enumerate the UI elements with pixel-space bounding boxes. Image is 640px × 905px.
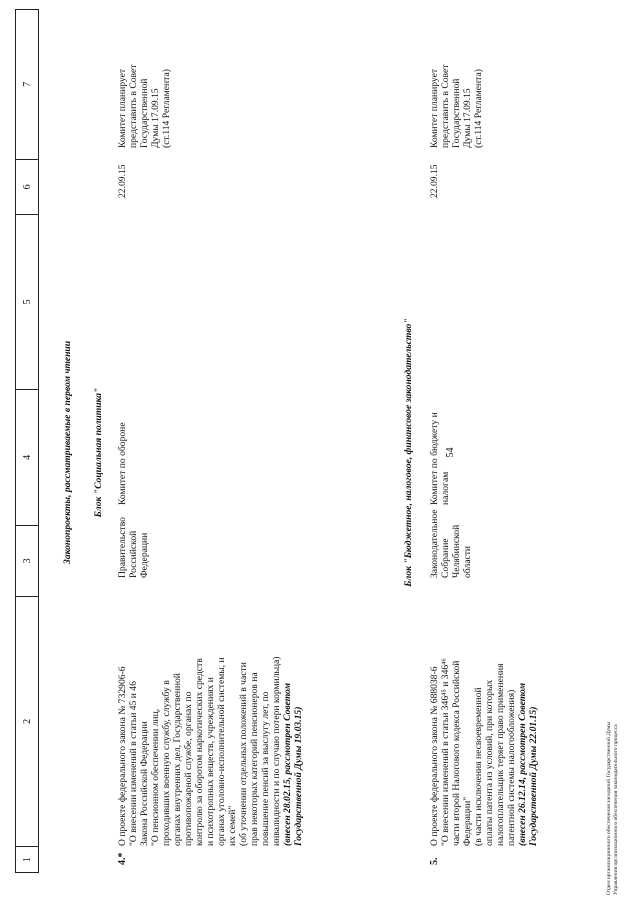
text-line: части второй Налогового кодекса Российской: [451, 660, 462, 846]
text-line: Челябинской области: [451, 524, 473, 578]
text-line: Думы 17.09.15: [150, 88, 161, 148]
column-header-row: [15, 9, 39, 873]
section-title: Законопроекты, рассматриваемые в первом чтении: [62, 340, 73, 565]
text-line: Правительство: [117, 517, 128, 578]
text-line: "О внесении изменений в статьи 45 и 46: [128, 681, 139, 846]
footer-line: Управления организационного обеспечения законодательного процесса: [612, 724, 619, 895]
responsible-committee: Комитет по обороне: [117, 422, 128, 505]
text-line: Государственной: [139, 78, 150, 148]
item-number: 4.*: [117, 852, 128, 865]
consideration-date: 22.09.15: [117, 164, 128, 198]
text-line: органах внутренних дел, Государственной: [172, 673, 183, 846]
text-line: инвалидности и по случаю потери кормильца): [271, 656, 282, 846]
col-header-3: 3: [16, 526, 39, 596]
col-header-4: 4: [16, 389, 39, 526]
text-line: проходивших военную службу, службу в: [161, 680, 172, 846]
text-line: их семей": [227, 805, 238, 846]
text-line: представить в Совет: [128, 64, 139, 148]
text-line: Собрание: [440, 538, 451, 578]
bill-description: [429, 584, 539, 846]
submission-note: Государственной Думы 22.01.15): [528, 706, 539, 846]
text-line: Федерации": [462, 796, 473, 846]
col-header-7: 7: [16, 10, 39, 160]
text-line: прав некоторых категорий пенсионеров на: [249, 672, 260, 846]
bill-author: [429, 498, 473, 578]
item-number: 5.: [429, 857, 440, 865]
submission-note: Государственной Думы 19.03.15): [293, 706, 304, 846]
col-header-1: 1: [16, 847, 39, 873]
col-header-6: 6: [16, 159, 39, 215]
text-line: О проекте федерального закона № 732906-6: [117, 666, 128, 846]
text-line: Федерации: [139, 532, 150, 578]
col-header-2: 2: [16, 596, 39, 847]
block-title-social: Блок "Социальная политика": [93, 387, 104, 518]
committee-note: [429, 8, 484, 148]
text-line: органах уголовно-исполнительной системы, и: [216, 657, 227, 846]
footer-department: [606, 722, 619, 895]
text-line: оплаты патента из условий, при которых: [484, 679, 495, 846]
text-line: налогоплательщик теряет право применения: [495, 663, 506, 846]
text-line: О проекте федерального закона № 688038-6: [429, 666, 440, 846]
responsible-committee: Комитет по бюджету и налогам: [429, 412, 451, 505]
consideration-date: 22.09.15: [429, 164, 440, 198]
footer-line: Отдел организационного обеспечения заседаний Государственной Думы: [606, 721, 612, 895]
text-line: (об уточнении отдельных положений в части: [238, 662, 249, 846]
text-line: (в части исключения несвоевременной: [473, 687, 484, 846]
text-line: контролю за оборотом наркотических средств: [194, 658, 205, 846]
col-header-5: 5: [16, 215, 39, 389]
text-line: Российской: [128, 530, 139, 578]
text-line: противопожарной службе, органах по: [183, 691, 194, 846]
text-line: "О внесении изменений в статьи 346⁴⁵ и 346⁴⁶: [440, 658, 451, 846]
text-line: Закона Российской Федерации: [139, 721, 150, 846]
text-line: патентной системы налогообложения): [506, 689, 517, 846]
bill-author: [117, 498, 150, 578]
text-line: "О пенсионном обеспечении лиц,: [150, 708, 161, 846]
text-line: Комитет планирует: [429, 68, 440, 148]
text-line: Законодательное: [429, 509, 440, 578]
page-number: 54: [445, 447, 456, 458]
text-line: (ст.114 Регламента): [473, 69, 484, 148]
committee-note: [117, 8, 172, 148]
text-line: представить в Совет: [440, 64, 451, 148]
text-line: (ст.114 Регламента): [161, 69, 172, 148]
bill-description: [117, 584, 304, 846]
submission-note: (внесен 28.02.15, рассмотрен Советом: [282, 682, 293, 846]
submission-note: (внесен 26.12.14, рассмотрен Советом: [517, 682, 528, 846]
text-line: Комитет планирует: [117, 68, 128, 148]
block-title-budget: Блок "Бюджетное, налоговое, финансовое законодательство": [403, 318, 414, 587]
text-line: Государственной: [451, 78, 462, 148]
text-line: повышение пенсий за выслугу лет, по: [260, 691, 271, 846]
text-line: Думы 17.09.15: [462, 88, 473, 148]
text-line: и психотропных веществ, учреждениях и: [205, 677, 216, 846]
